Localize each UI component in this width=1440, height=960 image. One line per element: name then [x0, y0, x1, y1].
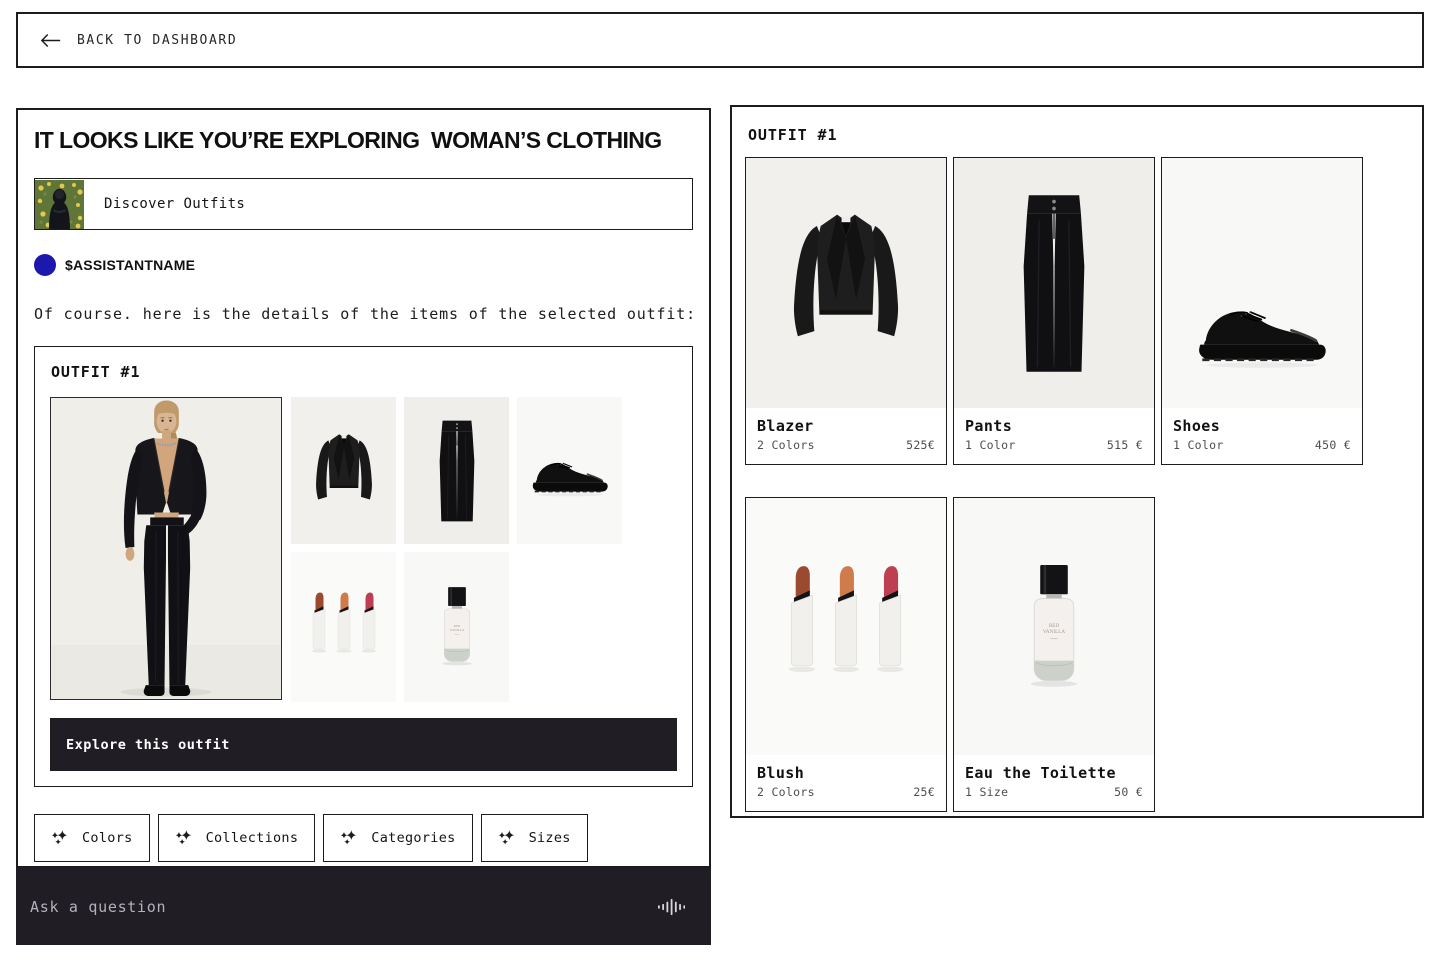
product-name: Pants: [965, 417, 1013, 435]
filter-chips-row: [34, 814, 693, 862]
product-image-perfume: [954, 498, 1154, 755]
outfit-panel-title: OUTFIT #1: [748, 126, 838, 144]
outfit-thumbnail-blazer[interactable]: [291, 397, 396, 544]
product-image-blush: [746, 498, 946, 755]
filter-chip-sizes[interactable]: [481, 814, 588, 862]
product-price: 50 €: [1114, 785, 1143, 799]
outfit-thumbnail-shoes[interactable]: [517, 397, 622, 544]
product-label: [746, 408, 946, 464]
product-meta: 1 Color: [965, 438, 1016, 452]
product-meta: 1 Color: [1173, 438, 1224, 452]
product-name: Shoes: [1173, 417, 1221, 435]
explore-outfit-button[interactable]: Explore this outfit: [50, 718, 677, 771]
product-card-shoes[interactable]: [1161, 157, 1363, 465]
discover-outfits-button[interactable]: [34, 178, 693, 230]
back-to-dashboard-label: BACK TO DASHBOARD: [77, 32, 238, 48]
sparkle-icon: [51, 829, 69, 847]
product-price: 515 €: [1106, 438, 1143, 452]
product-price: 25€: [913, 785, 935, 799]
product-meta: 2 Colors: [757, 438, 815, 452]
outfit-thumbnail-pants[interactable]: [404, 397, 509, 544]
assistant-name: $ASSISTANTNAME: [65, 257, 196, 273]
product-name: Eau the Toilette: [965, 764, 1116, 782]
filter-chip-collections[interactable]: [158, 814, 316, 862]
assistant-panel: [16, 108, 711, 868]
product-image-pants: [954, 158, 1154, 408]
product-image-blazer: [746, 158, 946, 408]
discover-outfits-label: Discover Outfits: [104, 196, 246, 212]
outfit-thumbnail-blush[interactable]: [291, 552, 396, 702]
product-image-shoes: [1162, 158, 1362, 408]
assistant-avatar-dot: [34, 254, 56, 276]
exploring-heading: IT LOOKS LIKE YOU’RE EXPLORING WOMAN’S CLOTHING: [34, 127, 662, 153]
outfit-detail-panel: [730, 105, 1424, 818]
sparkle-icon: [498, 829, 516, 847]
outfit-card-title: OUTFIT #1: [51, 363, 141, 381]
outfit-thumbnail-grid: [291, 397, 622, 702]
assistant-message: Of course. here is the details of the items of the selected outfit:: [34, 305, 697, 323]
chat-question-input[interactable]: [30, 898, 658, 916]
filter-chip-colors[interactable]: [34, 814, 150, 862]
sparkle-icon: [340, 829, 358, 847]
outfit-thumbnail-perfume[interactable]: [404, 552, 509, 702]
product-label: [954, 755, 1154, 811]
discover-outfits-thumbnail: [35, 180, 84, 229]
product-card-pants[interactable]: [953, 157, 1155, 465]
product-name: Blush: [757, 764, 805, 782]
back-to-dashboard-button[interactable]: [40, 33, 237, 48]
outfit-thumbnail-empty: [517, 552, 622, 702]
chat-input-bar: [16, 868, 711, 945]
filter-chip-label: Sizes: [528, 830, 571, 846]
product-meta: 1 Size: [965, 785, 1009, 799]
filter-chip-categories[interactable]: [323, 814, 472, 862]
filter-chip-label: Colors: [82, 830, 133, 846]
arrow-left-icon: [40, 33, 62, 48]
filter-chip-label: Categories: [371, 830, 456, 846]
assistant-name-row: [34, 254, 693, 276]
product-card-blazer[interactable]: [745, 157, 947, 465]
product-grid: [745, 157, 1409, 812]
filter-chip-label: Collections: [205, 830, 299, 846]
product-card-perfume[interactable]: [953, 497, 1155, 812]
outfit-preview-card: [34, 346, 693, 787]
product-meta: 2 Colors: [757, 785, 815, 799]
outfit-model-image[interactable]: [50, 397, 282, 700]
product-price: 525€: [906, 438, 935, 452]
product-card-blush[interactable]: [745, 497, 947, 812]
outfit-media-row: [50, 397, 677, 702]
product-label: [1162, 408, 1362, 464]
sparkle-icon: [175, 829, 193, 847]
product-price: 450 €: [1314, 438, 1351, 452]
top-bar: [16, 12, 1424, 68]
product-name: Blazer: [757, 417, 814, 435]
voice-waveform-icon[interactable]: [658, 897, 685, 917]
product-label: [746, 755, 946, 811]
product-label: [954, 408, 1154, 464]
